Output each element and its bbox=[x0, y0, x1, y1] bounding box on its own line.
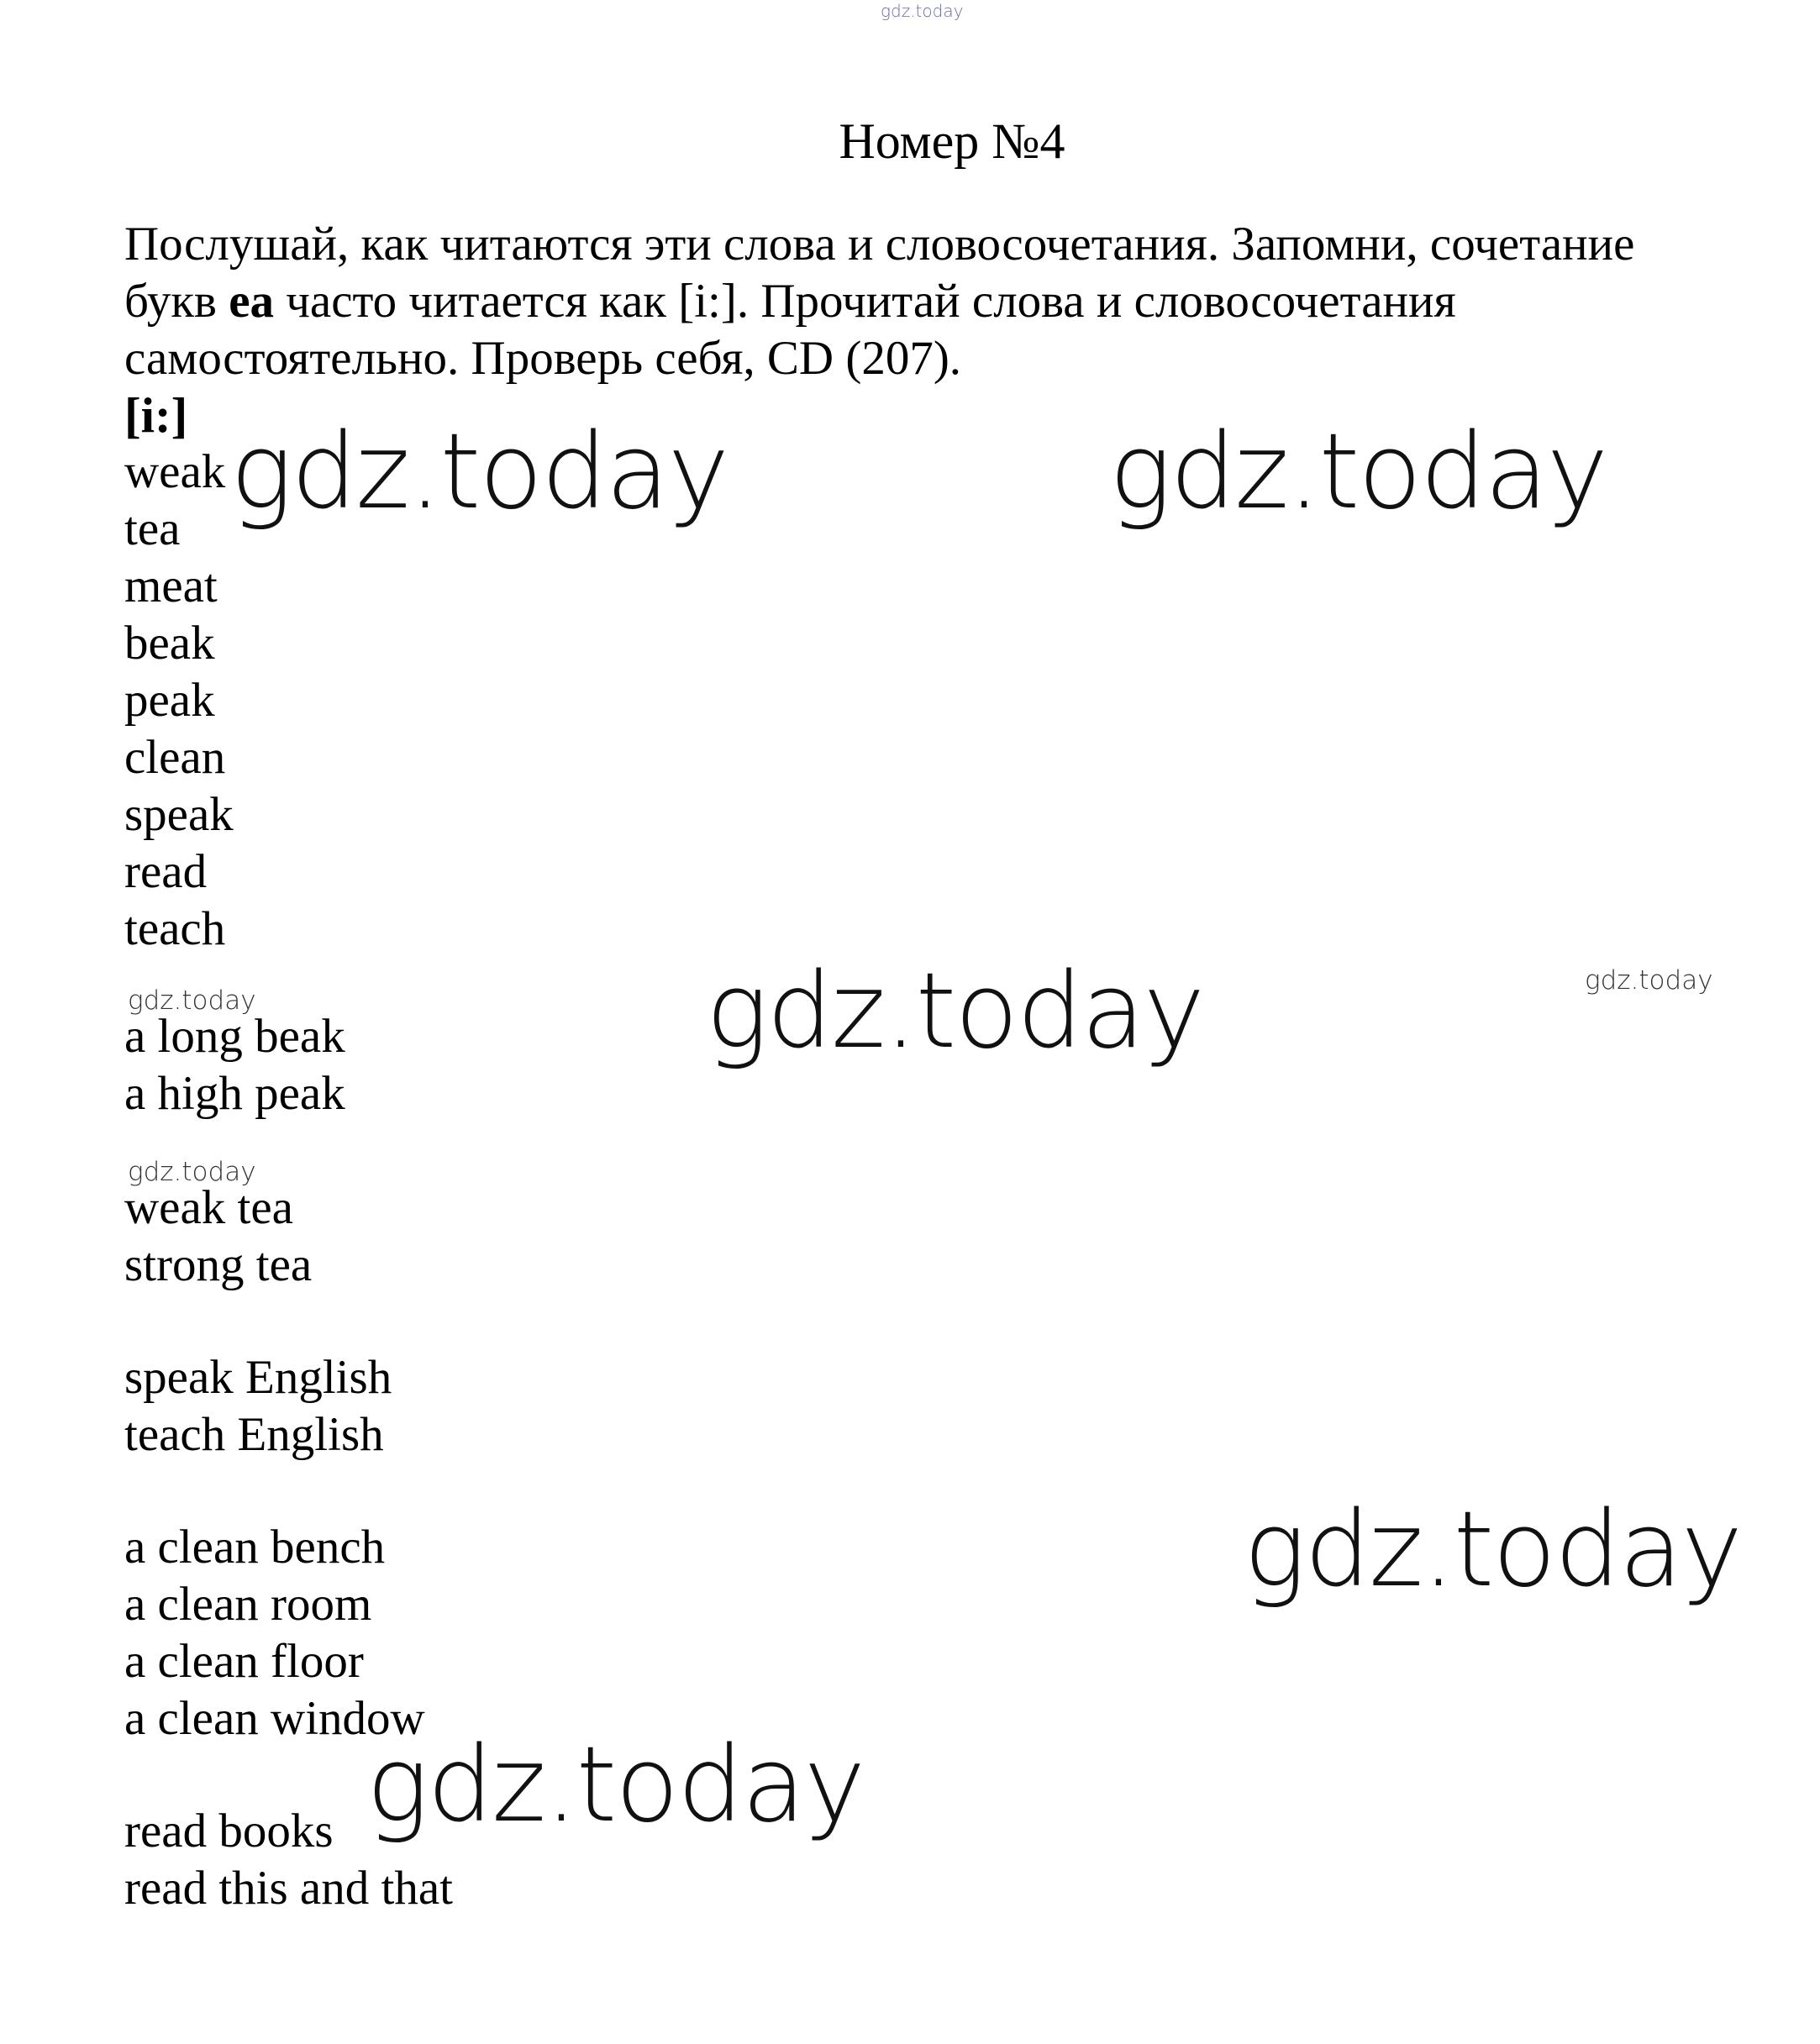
watermark-large: gdz.today bbox=[1109, 412, 1607, 533]
watermark-large: gdz.today bbox=[230, 412, 729, 533]
phrase-item: teach English bbox=[124, 1408, 384, 1461]
phrase-item: weak tea bbox=[124, 1181, 293, 1234]
phrase-item: a clean floor bbox=[124, 1635, 364, 1688]
phrase-item: a clean room bbox=[124, 1578, 372, 1631]
task-instructions bbox=[124, 216, 1763, 387]
instructions-line-2 bbox=[124, 273, 1763, 330]
phrase-item: a long beak bbox=[124, 1010, 345, 1063]
instructions-line-2-prefix: букв bbox=[124, 275, 229, 328]
word-item: weak bbox=[124, 445, 226, 498]
phrase-group-clean bbox=[124, 1519, 425, 1747]
watermark-large: gdz.today bbox=[366, 1725, 865, 1846]
phrase-group-beak-peak bbox=[124, 1008, 345, 1122]
instructions-line-3: самостоятельно. Проверь себя, CD (207). bbox=[124, 332, 962, 385]
phrase-group-tea bbox=[124, 1180, 312, 1294]
phrase-item: read this and that bbox=[124, 1862, 453, 1915]
watermark-small: gdz.today bbox=[128, 1157, 256, 1187]
phrase-item: a clean window bbox=[124, 1692, 425, 1745]
word-item: clean bbox=[124, 731, 226, 784]
sound-label: [i:] bbox=[124, 387, 188, 443]
phrase-group-english bbox=[124, 1349, 392, 1463]
watermark-small: gdz.today bbox=[1585, 965, 1713, 996]
word-item: meat bbox=[124, 560, 218, 612]
letter-combination: ea bbox=[229, 275, 274, 328]
word-list bbox=[124, 444, 234, 958]
word-item: read bbox=[124, 845, 208, 898]
phrase-item: read books bbox=[124, 1805, 334, 1857]
watermark-small: gdz.today bbox=[128, 985, 256, 1016]
word-item: peak bbox=[124, 674, 215, 727]
word-item: beak bbox=[124, 617, 215, 670]
phrase-item: strong tea bbox=[124, 1238, 313, 1291]
instructions-line-2-suffix: часто читается как [i:]. Прочитай слова и словосочетания bbox=[274, 275, 1456, 328]
watermark-top: gdz.today bbox=[881, 1, 964, 21]
phrase-item: a clean bench bbox=[124, 1521, 386, 1574]
word-item: speak bbox=[124, 788, 234, 841]
phrase-item: a high peak bbox=[124, 1067, 345, 1120]
watermark-large: gdz.today bbox=[1244, 1490, 1742, 1611]
word-item: tea bbox=[124, 502, 181, 555]
phrase-item: speak English bbox=[124, 1351, 392, 1404]
instructions-line-1: Послушай, как читаются эти слова и словосочетания. Запомни, сочетание bbox=[124, 218, 1635, 271]
watermark-large: gdz.today bbox=[706, 951, 1204, 1072]
page-title: Номер №4 bbox=[839, 113, 1065, 169]
word-item: teach bbox=[124, 902, 226, 955]
